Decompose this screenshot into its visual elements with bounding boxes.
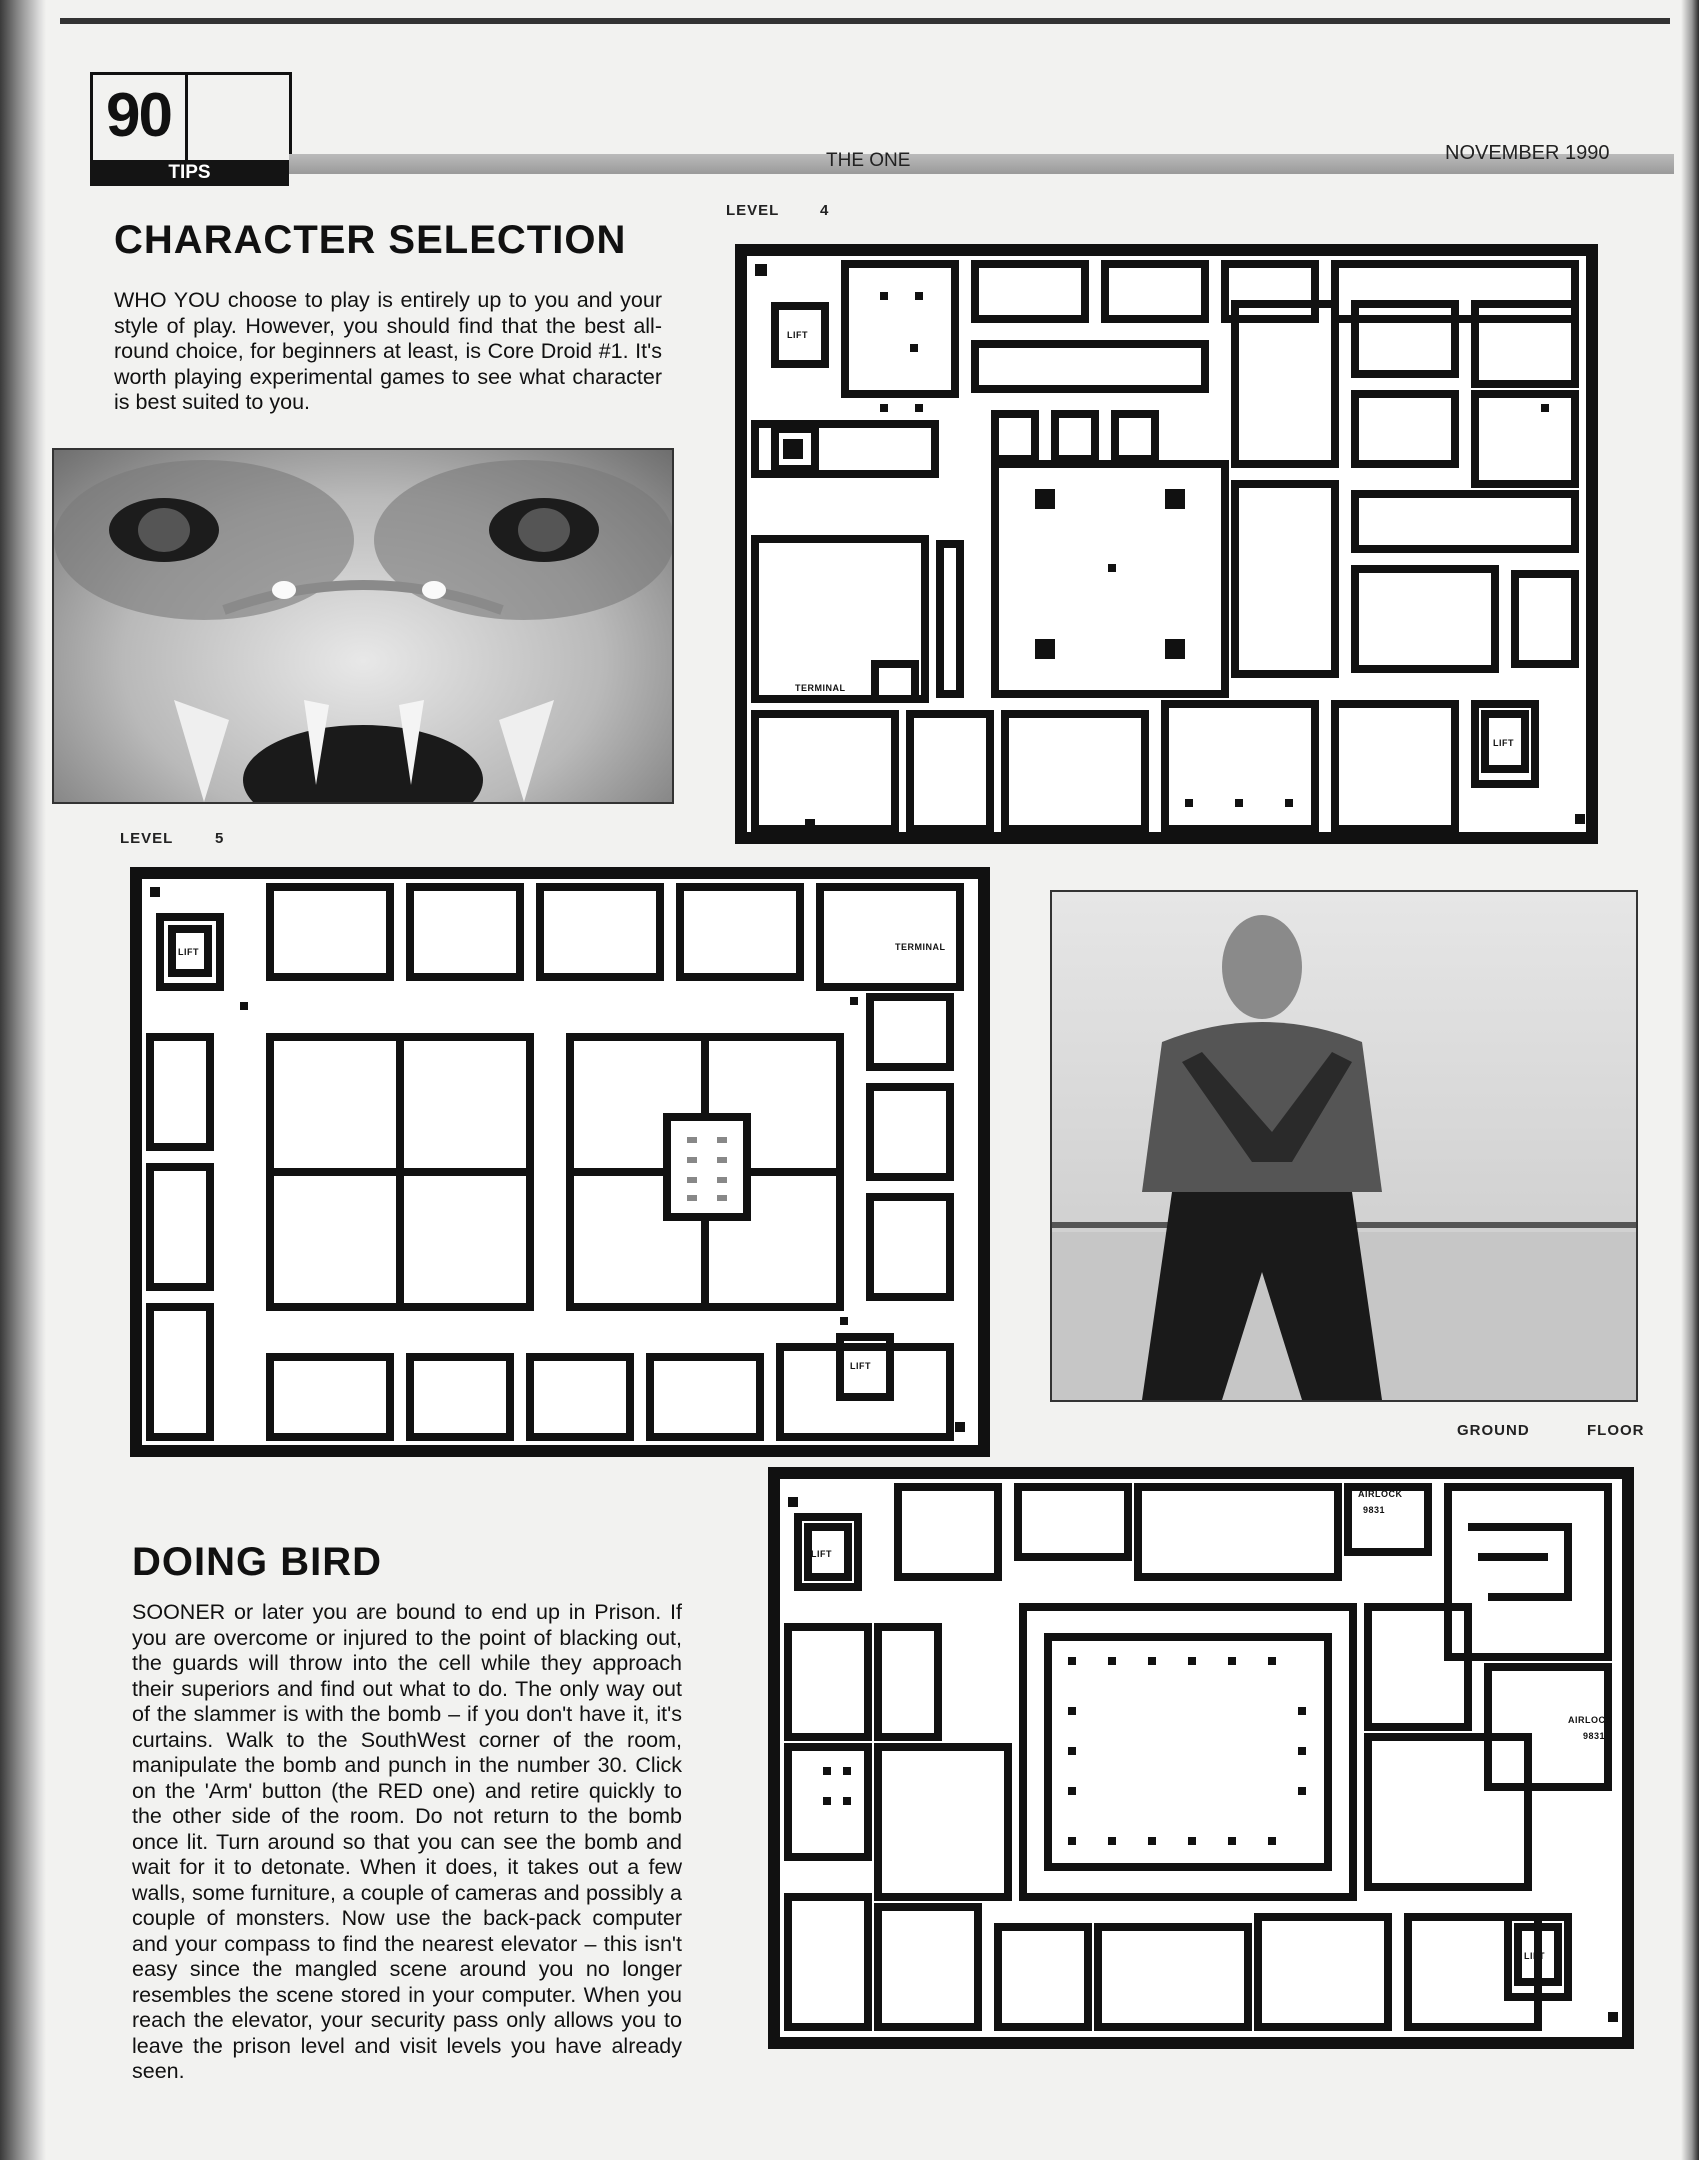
map-label-level4-word: LEVEL xyxy=(726,202,780,219)
ground-floor-map xyxy=(768,1467,1634,2049)
mapg-airlock2-label: AIRLOCK xyxy=(1568,1715,1613,1725)
map-label-ground-word: GROUND xyxy=(1457,1422,1530,1439)
top-rule xyxy=(60,18,1670,24)
mapg-airlock-label: AIRLOCK xyxy=(1358,1489,1403,1499)
map5-terminal-label: TERMINAL xyxy=(895,942,946,952)
map-label-level4-number: 4 xyxy=(820,202,830,219)
mapg-airlock2-code: 9831 xyxy=(1583,1731,1606,1741)
map4-terminal-label: TERMINAL xyxy=(795,683,846,693)
mapg-airlock-code: 9831 xyxy=(1363,1505,1386,1515)
issue-date: NOVEMBER 1990 xyxy=(1445,142,1610,164)
level5-map xyxy=(130,867,990,1457)
article-title-character-selection: CHARACTER SELECTION xyxy=(114,218,627,262)
page-number: 90 xyxy=(106,81,171,150)
level4-map xyxy=(735,244,1598,844)
map5-lift-label: LIFT xyxy=(178,947,199,957)
map5-lift2-label: LIFT xyxy=(850,1361,871,1371)
map-label-level5-word: LEVEL xyxy=(120,830,174,847)
mapg-lift-label: LIFT xyxy=(811,1549,832,1559)
article-title-doing-bird: DOING BIRD xyxy=(132,1540,382,1584)
monster-face-photo xyxy=(52,448,674,804)
map4-lift2-label: LIFT xyxy=(1493,738,1514,748)
page-binding-shadow xyxy=(0,0,46,2160)
page-number-divider xyxy=(185,72,188,161)
section-label: TIPS xyxy=(90,160,289,186)
mapg-lift2-label: LIFT xyxy=(1524,1951,1545,1961)
magazine-name: THE ONE xyxy=(826,150,911,171)
map-label-level5-number: 5 xyxy=(215,830,225,847)
map-label-floor-word: FLOOR xyxy=(1587,1422,1645,1439)
article-body-character-selection: WHO YOU choose to play is entirely up to you and your style of play. However, you should find that the best all-round choice, for beginners at least, is Core Droid #1. It's worth playing experimental games to see what character is best suited to you. xyxy=(114,288,662,414)
page-edge-shadow xyxy=(1681,0,1699,2160)
map4-lift-label: LIFT xyxy=(787,330,808,340)
man-with-gun-photo xyxy=(1050,890,1638,1402)
article-body-doing-bird: SOONER or later you are bound to end up in Prison. If you are overcome or injured to the point of blacking out, the guards will throw into the cell while they approach their superiors and find out what to do. The only way out of the slammer is with the bomb – if you don't have it, it's curtains. Walk to the SouthWest corner of the room, manipulate the bomb and punch in the number 30. Click on the 'Arm' button (the RED one) and retire quickly to the other side of the room. Do not return to the bomb once lit. Turn around so that you can see the bomb and wait for it to detonate. When it does, it takes out a few walls, some furniture, a couple of cameras and possibly a couple of monsters. Now use the back-pack computer and your compass to find the nearest elevator – this isn't easy since the mangled scene around you no longer resembles the scene stored in your computer. When you reach the elevator, your security pass only allows you to leave the prison level and visit levels you have already seen. xyxy=(132,1600,682,2083)
